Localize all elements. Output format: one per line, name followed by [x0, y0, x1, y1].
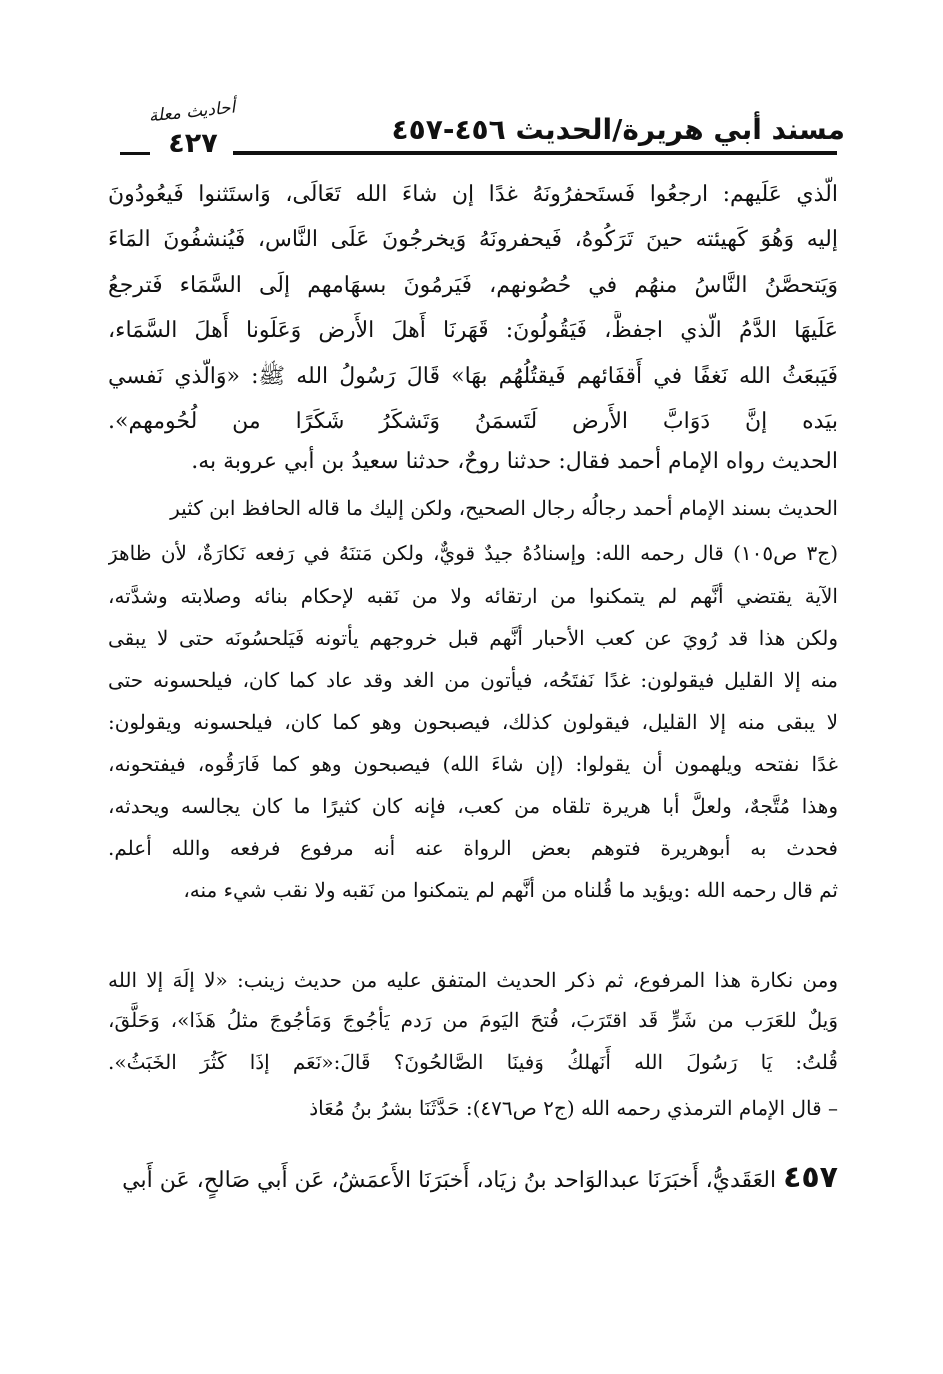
page-number: ٤٢٧ [168, 128, 218, 159]
text-line: فَيَبعَثُ الله نَغفًا في أَقفَائهم فَيقتُلُهُم بهَا» قَالَ رَسُولُ الله ﷺ: «وَالّذي نَفسي [108, 364, 838, 389]
text-line: ولكن هذا قد رُويَ عن كعب الأحبار أنَّهم قبل خروجهم يأتونه فَيَلحسُونَه حتى لا يبقى [108, 626, 838, 650]
text-line: – قال الإمام الترمذي رحمه الله (ج٢ ص٤٧٦): حَدَّثَنَا بشرُ بنُ مُعَاذ [309, 1096, 838, 1120]
text-line: وَيلٌ للعَرَب من شَرٍّ قَد اقتَرَبَ، فُتحَ اليَومَ من رَدم يَأجُوجَ وَمَأجُوجَ مثلُ هَذَا»، وَحَلَّقَ، [108, 1008, 838, 1032]
text-line: الّذي عَلَيهم: ارجعُوا فَستَحفرُونَهُ غدًا إن شاءَ الله تَعَالَى، وَاستَثنوا فَيعُودُونَ [108, 182, 838, 207]
text-line: إليه وَهُوَ كَهيئته حينَ تَرَكُوهُ، فَيحفرونَهُ وَيخرجُونَ عَلَى النَّاس، فَيُنشفُونَ المَاءَ [108, 227, 838, 252]
text-line: وهذا مُتَّجهٌ، ولعلَّ أبا هريرة تلقاه من كعب، فإنه كان كثيرًا ما كان يجالسه ويحدثه، [108, 794, 838, 818]
text-line: غدًا نفتحه ويلهمون أن يقولوا: (إن شاءَ الله) فيصبحون وهو كما فَارَقُوه، فيفتحونه، [108, 752, 838, 776]
header-rule [233, 151, 837, 155]
page-number-dash [120, 152, 150, 155]
text-line: (ج٣ ص١٠٥) قال رحمه الله: وإسنادُهُ جيدٌ قويٌّ، ولكن مَتنَهُ في رَفعه نَكارَةٌ، لأن ظاهرَ [108, 541, 838, 565]
margin-note: أحاديث معلة [147, 97, 237, 127]
hadith-intro-line [108, 1158, 838, 1201]
text-line: الحديث بسند الإمام أحمد رجالُه رجال الصحيح، ولكن إليك ما قاله الحافظ ابن كثير [170, 496, 838, 520]
text-line: قُلتُ: يَا رَسُولَ الله أَنَهلكُ وَفينَا الصَّالحُونَ؟ قَالَ:«نَعَم إذَا كَثُرَ الخَبَثُ». [108, 1050, 838, 1074]
text-line: وَيَتحصَّنُ النَّاسُ منهُم في حُصُونهم، فَيَرمُونَ بسهَامهم إلَى السَّمَاء فَترجعُ [108, 273, 838, 298]
text-line: عَلَيهَا الدَّمُ الّذي اجفظَّ، فَيَقُولُونَ: قَهَرنَا أَهلَ الأَرض وَعَلَونا أَهلَ السَّمَاء، [108, 318, 838, 343]
running-header-title: مسند أبي هريرة/الحديث ٤٥٦-٤٥٧ [391, 113, 845, 146]
text-line: لا يبقى منه إلا القليل، فيقولون كذلك، فيصبحون وهو كما كان، فيلحسونه ويقولون: [108, 710, 838, 734]
text-line: العَقَديُّ، أَخبَرَنَا عبدالوَاحد بنُ زيَاد، أَخبَرَنَا الأَعمَشُ، عَن أَبي صَالحٍ، عَن أَبي [122, 1168, 777, 1193]
text-line: الآية يقتضي أنَّهم لم يتمكنوا من ارتقائه ولا من نَقبه لإحكام بنائه وصلابته وشدَّته، [108, 584, 838, 608]
text-line: بيَده إنَّ دَوَابَّ الأَرض لَتَسمَنُ وَتَشكَرُ شَكَرًا من لُحُومهم». [108, 409, 838, 434]
hadith-number: ٤٥٧ [783, 1160, 838, 1195]
text-line: ثم قال رحمه الله :ويؤيد ما قُلناه من أنَّهم لم يتمكنوا من نَقبه ولا نقب شيء منه، [183, 878, 838, 902]
text-line: منه إلا القليل فيقولون: غدًا نَفتَحُه، فيأتون من الغد وقد عاد كما كان، فيلحسونه حتى [108, 668, 838, 692]
text-line: ومن نكارة هذا المرفوع، ثم ذكر الحديث المتفق عليه من حديث زينب: «لا إلَهَ إلا الله [108, 968, 838, 992]
text-line: فحدث به أبوهريرة فتوهم بعض الرواة عنه أنه مرفوع فرفعه والله أعلم. [108, 836, 838, 860]
text-line: الحديث رواه الإمام أحمد فقال: حدثنا روحٌ، حدثنا سعيدُ بن أبي عروبة به. [191, 449, 838, 474]
